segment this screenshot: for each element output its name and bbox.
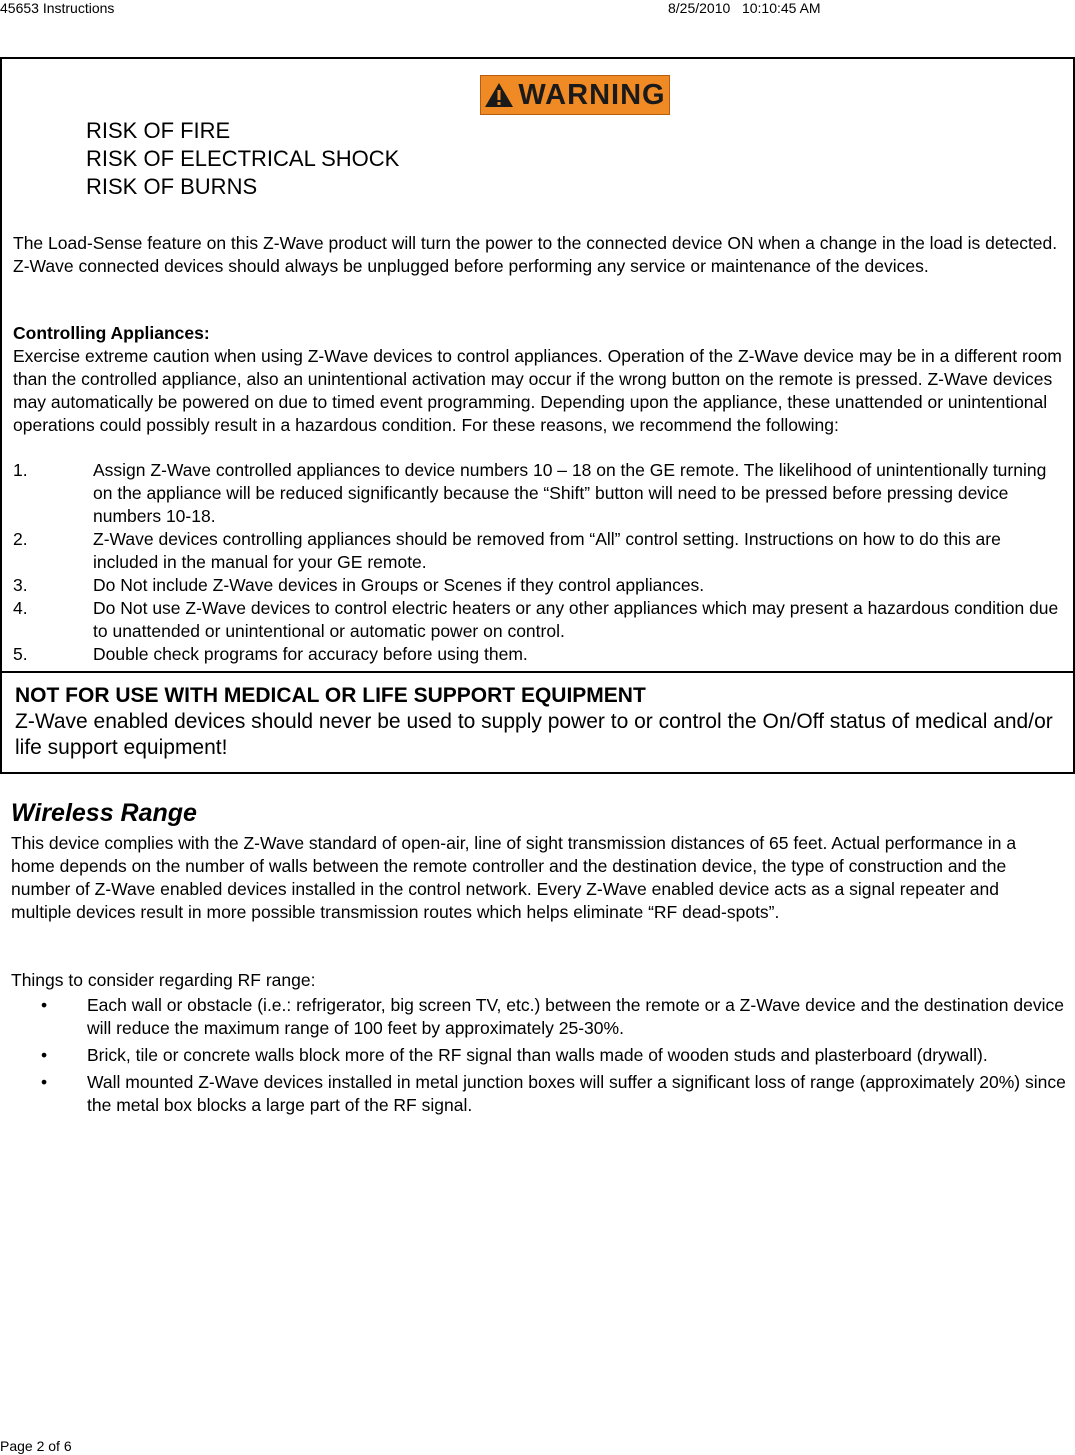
rf-range-intro: Things to consider regarding RF range: (11, 970, 316, 990)
warning-triangle-icon (484, 82, 514, 108)
list-text: Brick, tile or concrete walls block more of the RF signal than walls made of wooden studs and plasterboard (drywall). (87, 1045, 988, 1065)
risk-item: RISK OF ELECTRICAL SHOCK (86, 146, 400, 171)
controlling-appliances-paragraph: Exercise extreme caution when using Z-Wave devices to control appliances. Operation of the Z-Wave device may be in a different room than the controlled appliance, also an unintentional activation may occur if the wrong button on the remote is pressed. Z-Wave devices may automatically be powered on due to timed event programming. Depending upon the appliance, these unattended or unintentional operations could possibly result in a hazardous condition. For these reasons, we recommend the following: (13, 346, 1062, 435)
bullet-icon: • (41, 1072, 48, 1092)
list-item (13, 574, 1068, 597)
medical-warning-text: Z-Wave enabled devices should never be used to supply power to or control the On/Off status of medical and/or life support equipment! (15, 710, 1053, 759)
warning-badge-text: WARNING (518, 78, 666, 111)
list-text: Z-Wave devices controlling appliances should be removed from “All” control setting. Instructions on how to do this are included in the manual for your GE remote. (93, 529, 1001, 572)
risk-list (86, 117, 399, 201)
list-item (11, 1044, 1066, 1067)
list-text: Do Not use Z-Wave devices to control electric heaters or any other appliances which may present a hazardous condition due to unattended or unintentional or automatic power on control. (93, 598, 1059, 641)
list-text: Each wall or obstacle (i.e.: refrigerator, big screen TV, etc.) between the remote or a Z-Wave device and the destination device will reduce the maximum range of 100 feet by approximately 25-30%. (87, 995, 1064, 1038)
list-item (13, 528, 1068, 574)
list-number: 5. (13, 644, 28, 664)
load-sense-paragraph: The Load-Sense feature on this Z-Wave product will turn the power to the connected device ON when a change in the load is detected. Z-Wave connected devices should always be unplugged before performing any service or maintenance of the devices. (13, 233, 1058, 276)
medical-warning-title: NOT FOR USE WITH MEDICAL OR LIFE SUPPORT EQUIPMENT (15, 684, 646, 707)
recommendation-list (13, 459, 1068, 666)
risk-item: RISK OF FIRE (86, 118, 231, 143)
list-number: 3. (13, 575, 28, 595)
rf-range-list (11, 994, 1066, 1121)
list-number: 2. (13, 529, 28, 549)
wireless-range-heading: Wireless Range (11, 799, 197, 827)
list-item (13, 597, 1068, 643)
header-timestamp: 8/25/2010 10:10:45 AM (668, 0, 821, 16)
list-text: Do Not include Z-Wave devices in Groups or Scenes if they control appliances. (93, 575, 705, 595)
controlling-appliances-heading: Controlling Appliances: (13, 323, 210, 343)
medical-warning-box (0, 671, 1075, 774)
warning-badge (480, 75, 670, 115)
warning-box (0, 57, 1075, 673)
bullet-icon: • (41, 1045, 48, 1065)
list-number: 4. (13, 598, 28, 618)
list-item (13, 643, 1068, 666)
wireless-range-paragraph: This device complies with the Z-Wave standard of open-air, line of sight transmission distances of 65 feet. Actual performance in a home depends on the number of walls between the remote controller and the destination device, the type of construction and the number of Z-Wave enabled devices installed in the control network. Every Z-Wave enabled device acts as a signal repeater and multiple devices result in more possible transmission routes which helps eliminate “RF dead-spots”. (11, 833, 1017, 922)
list-item (13, 459, 1068, 528)
page-number: Page 2 of 6 (0, 1438, 72, 1454)
header-title: 45653 Instructions (0, 0, 115, 16)
list-number: 1. (13, 460, 28, 480)
list-text: Double check programs for accuracy before using them. (93, 644, 528, 664)
list-item (11, 994, 1066, 1040)
bullet-icon: • (41, 995, 48, 1015)
list-item (11, 1071, 1066, 1117)
list-text: Wall mounted Z-Wave devices installed in metal junction boxes will suffer a significant loss of range (approximately 20%) since the metal box blocks a large part of the RF signal. (87, 1072, 1066, 1115)
list-text: Assign Z-Wave controlled appliances to device numbers 10 – 18 on the GE remote. The likelihood of unintentionally turning on the appliance will be reduced significantly because the “Shift” button will need to be pressed before pressing device numbers 10-18. (93, 460, 1047, 526)
risk-item: RISK OF BURNS (86, 174, 258, 199)
